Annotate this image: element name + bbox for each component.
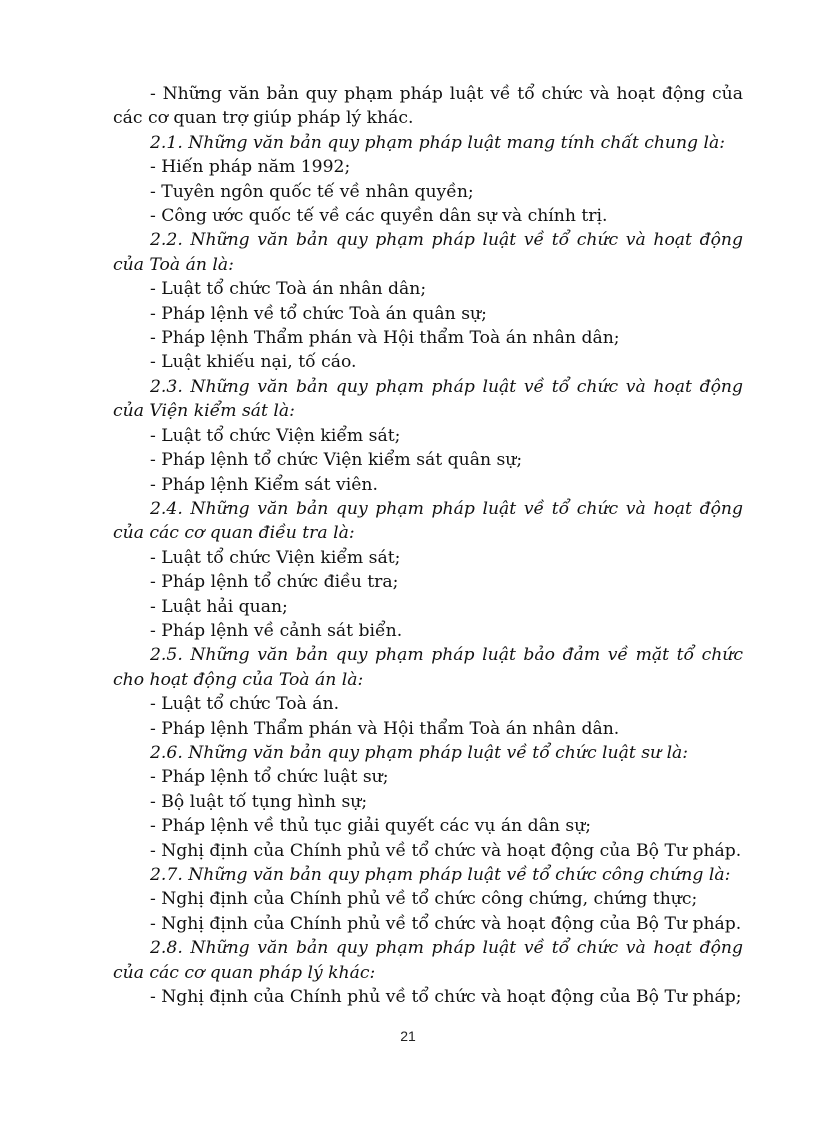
list-item: - Pháp lệnh tổ chức Viện kiểm sát quân sự; [150, 450, 523, 471]
section-2-5 [113, 643, 743, 741]
list-item: - Luật tổ chức Viện kiểm sát; [150, 425, 401, 446]
section-heading: 2.6. Những văn bản quy phạm pháp luật về tổ chức luật sư là: [150, 742, 689, 763]
document-page [113, 82, 743, 1009]
list-item: - Pháp lệnh về tổ chức Toà án quân sự; [150, 303, 487, 324]
list-item: - Bộ luật tố tụng hình sự; [150, 791, 368, 812]
list-item: - Nghị định của Chính phủ về tổ chức và hoạt động của Bộ Tư pháp; [150, 987, 742, 1008]
section-heading: 2.2. Những văn bản quy phạm pháp luật về tổ chức và hoạt động của Toà án là: [113, 230, 743, 275]
section-heading: 2.4. Những văn bản quy phạm pháp luật về tổ chức và hoạt động của các cơ quan điều tra là: [113, 498, 743, 544]
list-item: - Luật hải quan; [150, 596, 288, 617]
list-item: - Pháp lệnh Kiểm sát viên. [150, 474, 378, 495]
list-item: - Luật tổ chức Toà án nhân dân; [150, 279, 427, 300]
section-heading: 2.7. Những văn bản quy phạm pháp luật về tổ chức công chứng là: [150, 865, 731, 885]
list-item: - Luật tổ chức Viện kiểm sát; [150, 547, 401, 568]
list-item: - Pháp lệnh về cảnh sát biển. [150, 620, 403, 641]
intro-paragraph: - Những văn bản quy phạm pháp luật về tổ chức và hoạt động của các cơ quan trợ giúp pháp lý khác. [113, 84, 743, 129]
list-item: - Pháp lệnh tổ chức điều tra; [150, 572, 399, 593]
list-item: - Hiến pháp năm 1992; [150, 157, 351, 178]
list-item: - Pháp lệnh tổ chức luật sư; [150, 767, 389, 788]
list-item: - Tuyên ngôn quốc tế về nhân quyền; [150, 181, 474, 202]
list-item: - Luật tổ chức Toà án. [150, 694, 340, 715]
list-item: - Công ước quốc tế về các quyền dân sự và chính trị. [150, 206, 608, 227]
list-item: - Pháp lệnh về thủ tục giải quyết các vụ án dân sự; [150, 816, 592, 837]
section-2-4 [113, 497, 743, 643]
section-2-3 [113, 375, 743, 497]
section-heading: 2.3. Những văn bản quy phạm pháp luật về tổ chức và hoạt động của Viện kiểm sát là: [113, 376, 743, 422]
section-2-2 [113, 228, 743, 374]
list-item: - Luật khiếu nại, tố cáo. [150, 352, 357, 373]
section-2-6 [113, 741, 743, 863]
section-heading: 2.5. Những văn bản quy phạm pháp luật bảo đảm về mặt tổ chức cho hoạt động của Toà án là: [113, 645, 743, 690]
section-heading: 2.1. Những văn bản quy phạm pháp luật mang tính chất chung là: [150, 132, 726, 153]
list-item: - Nghị định của Chính phủ về tổ chức và hoạt động của Bộ Tư pháp. [150, 840, 742, 861]
list-item: - Nghị định của Chính phủ về tổ chức công chứng, chứng thực; [150, 889, 698, 910]
section-heading: 2.8. Những văn bản quy phạm pháp luật về tổ chức và hoạt động của các cơ quan pháp lý khác: [113, 938, 743, 983]
page-number: 21 [400, 1028, 416, 1044]
list-item: - Nghị định của Chính phủ về tổ chức và hoạt động của Bộ Tư pháp. [150, 913, 742, 934]
list-item: - Pháp lệnh Thẩm phán và Hội thẩm Toà án nhân dân. [150, 718, 620, 739]
list-item: - Pháp lệnh Thẩm phán và Hội thẩm Toà án nhân dân; [150, 328, 620, 349]
section-2-1 [113, 131, 743, 229]
section-2-8 [113, 936, 743, 1009]
section-2-7 [113, 863, 743, 936]
